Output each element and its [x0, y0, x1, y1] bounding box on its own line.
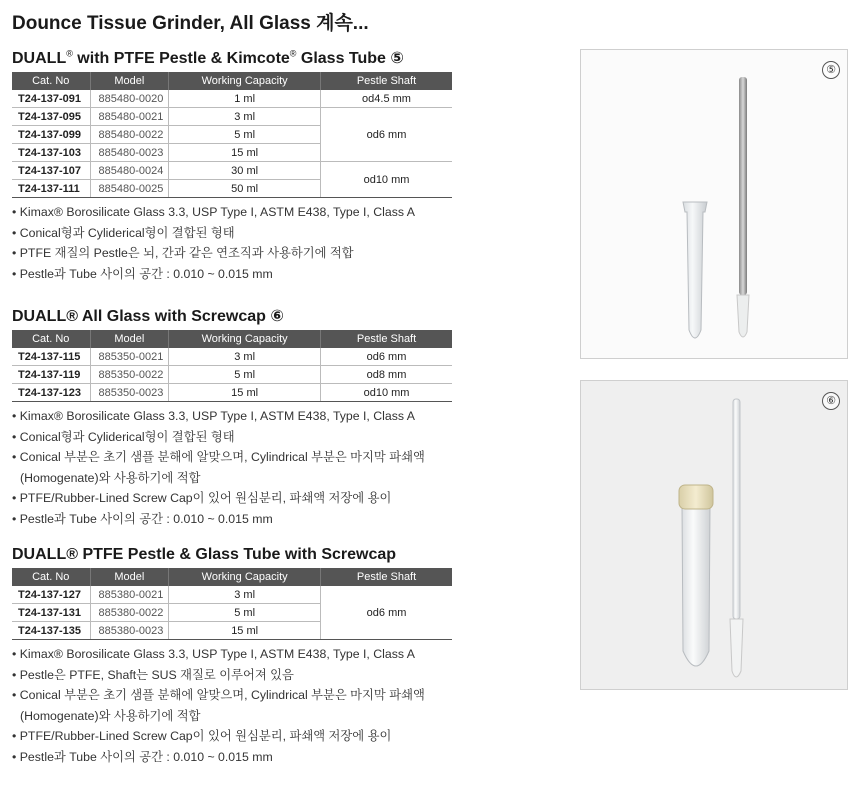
figure-number-badge: ⑤ [822, 61, 840, 79]
model: 885380-0021 [90, 586, 169, 604]
capacity: 15 ml [169, 622, 321, 640]
cat-no: T24-137-119 [12, 366, 90, 384]
list-item: • Kimax® Borosilicate Glass 3.3, USP Type I, ASTM E438, Type I, Class A [12, 644, 452, 665]
cat-no: T24-137-135 [12, 622, 90, 640]
cat-no: T24-137-115 [12, 348, 90, 366]
model: 885350-0021 [90, 348, 169, 366]
header-model: Model [90, 72, 169, 90]
header-working-capacity: Working Capacity [169, 72, 321, 90]
model: 885350-0022 [90, 366, 169, 384]
pestle-shaft: od4.5 mm [321, 90, 452, 108]
section-title: DUALL® PTFE Pestle & Glass Tube with Screwcap [12, 546, 397, 563]
model: 885480-0020 [90, 90, 169, 108]
capacity: 1 ml [169, 90, 321, 108]
pestle-shaft: od8 mm [321, 366, 452, 384]
header-model: Model [90, 330, 169, 348]
list-item: • Conical형과 Cyliderical형이 결합된 형태 [12, 427, 452, 448]
list-item: • Kimax® Borosilicate Glass 3.3, USP Type I, ASTM E438, Type I, Class A [12, 202, 452, 223]
title-part: with PTFE Pestle & Kimcote [72, 50, 290, 67]
ptfe-pestle-head [737, 295, 749, 337]
glass-tube [682, 505, 710, 666]
glass-tube [683, 202, 707, 338]
table-header-row [12, 330, 452, 348]
list-item: • Pestle과 Tube 사이의 공간 : 0.010 ~ 0.015 mm [12, 747, 452, 768]
cat-no: T24-137-123 [12, 384, 90, 402]
screw-cap [679, 485, 713, 509]
pestle-shaft: od6 mm [321, 348, 452, 366]
title-part: Glass Tube ⑤ [296, 50, 404, 67]
feature-list [12, 406, 452, 529]
capacity: 30 ml [169, 162, 321, 180]
title-part: DUALL [12, 50, 67, 67]
pestle-shaft: od10 mm [321, 384, 452, 402]
section-all-glass-screwcap [12, 306, 452, 529]
steel-shaft [739, 77, 747, 295]
capacity: 5 ml [169, 366, 321, 384]
cat-no: T24-137-107 [12, 162, 90, 180]
table-row [12, 586, 452, 604]
glass-pestle-head [730, 619, 743, 677]
glass-pestle-rod [733, 399, 740, 619]
model: 885480-0023 [90, 144, 169, 162]
capacity: 3 ml [169, 586, 321, 604]
product-table [12, 568, 452, 640]
model: 885380-0022 [90, 604, 169, 622]
section-title: DUALL® All Glass with Screwcap ⑥ [12, 308, 284, 325]
product-table [12, 330, 452, 402]
table-row [12, 366, 452, 384]
capacity: 5 ml [169, 126, 321, 144]
list-item: • PTFE/Rubber-Lined Screw Cap이 있어 원심분리, 파쇄액 저장에 용이 [12, 488, 452, 509]
model: 885480-0021 [90, 108, 169, 126]
pestle-and-tube-illustration [581, 50, 847, 358]
list-item: • PTFE 재질의 Pestle은 뇌, 간과 같은 연조직과 사용하기에 적합 [12, 243, 452, 264]
list-item: • Kimax® Borosilicate Glass 3.3, USP Type I, ASTM E438, Type I, Class A [12, 406, 452, 427]
header-working-capacity: Working Capacity [169, 330, 321, 348]
cat-no: T24-137-095 [12, 108, 90, 126]
cat-no: T24-137-091 [12, 90, 90, 108]
header-cat-no: Cat. No [12, 72, 90, 90]
cat-no: T24-137-099 [12, 126, 90, 144]
list-item: • Pestle과 Tube 사이의 공간 : 0.010 ~ 0.015 mm [12, 509, 452, 530]
table-row [12, 384, 452, 402]
section-title [12, 48, 452, 68]
model: 885350-0023 [90, 384, 169, 402]
capacity: 50 ml [169, 180, 321, 198]
model: 885480-0025 [90, 180, 169, 198]
model: 885480-0022 [90, 126, 169, 144]
header-pestle-shaft: Pestle Shaft [321, 330, 452, 348]
product-photo-all-glass-screwcap [580, 380, 848, 690]
list-item: • Conical형과 Cyliderical형이 결합된 형태 [12, 223, 452, 244]
product-table [12, 72, 452, 198]
capacity: 3 ml [169, 108, 321, 126]
capacity: 3 ml [169, 348, 321, 366]
table-row [12, 348, 452, 366]
header-model: Model [90, 568, 169, 586]
model: 885380-0023 [90, 622, 169, 640]
pestle-shaft: od10 mm [321, 162, 452, 198]
section-ptfe-kimcote [12, 48, 452, 284]
feature-list [12, 202, 452, 284]
list-item: • Conical 부분은 초기 샘플 분해에 알맞으며, Cylindrical 부분은 마지막 파쇄액 [12, 447, 452, 468]
table-header-row [12, 568, 452, 586]
table-row [12, 162, 452, 180]
capacity: 5 ml [169, 604, 321, 622]
figure-number-badge: ⑥ [822, 392, 840, 410]
pestle-shaft: od6 mm [321, 108, 452, 162]
pestle-shaft: od6 mm [321, 586, 452, 640]
cat-no: T24-137-131 [12, 604, 90, 622]
cat-no: T24-137-103 [12, 144, 90, 162]
page-title: Dounce Tissue Grinder, All Glass 계속... [12, 13, 369, 34]
screwcap-tube-illustration [581, 381, 847, 689]
model: 885480-0024 [90, 162, 169, 180]
cat-no: T24-137-111 [12, 180, 90, 198]
registered-mark: ® [289, 48, 297, 59]
list-item: • Pestle은 PTFE, Shaft는 SUS 재질로 이루어져 있음 [12, 665, 452, 686]
product-photo-ptfe-pestle-tube [580, 49, 848, 359]
registered-mark: ® [66, 48, 73, 59]
table-row [12, 108, 452, 126]
section-ptfe-glass-screwcap [12, 546, 452, 767]
table-row [12, 90, 452, 108]
feature-list [12, 644, 452, 767]
capacity: 15 ml [169, 384, 321, 402]
header-pestle-shaft: Pestle Shaft [321, 72, 452, 90]
list-item: • PTFE/Rubber-Lined Screw Cap이 있어 원심분리, 파쇄액 저장에 용이 [12, 726, 452, 747]
capacity: 15 ml [169, 144, 321, 162]
list-item: (Homogenate)와 사용하기에 적합 [20, 708, 201, 723]
cat-no: T24-137-127 [12, 586, 90, 604]
list-item: • Conical 부분은 초기 샘플 분해에 알맞으며, Cylindrical 부분은 마지막 파쇄액 [12, 685, 452, 706]
list-item: (Homogenate)와 사용하기에 적합 [20, 470, 201, 485]
header-cat-no: Cat. No [12, 568, 90, 586]
header-pestle-shaft: Pestle Shaft [321, 568, 452, 586]
header-working-capacity: Working Capacity [169, 568, 321, 586]
header-cat-no: Cat. No [12, 330, 90, 348]
table-header-row [12, 72, 452, 90]
list-item: • Pestle과 Tube 사이의 공간 : 0.010 ~ 0.015 mm [12, 264, 452, 285]
